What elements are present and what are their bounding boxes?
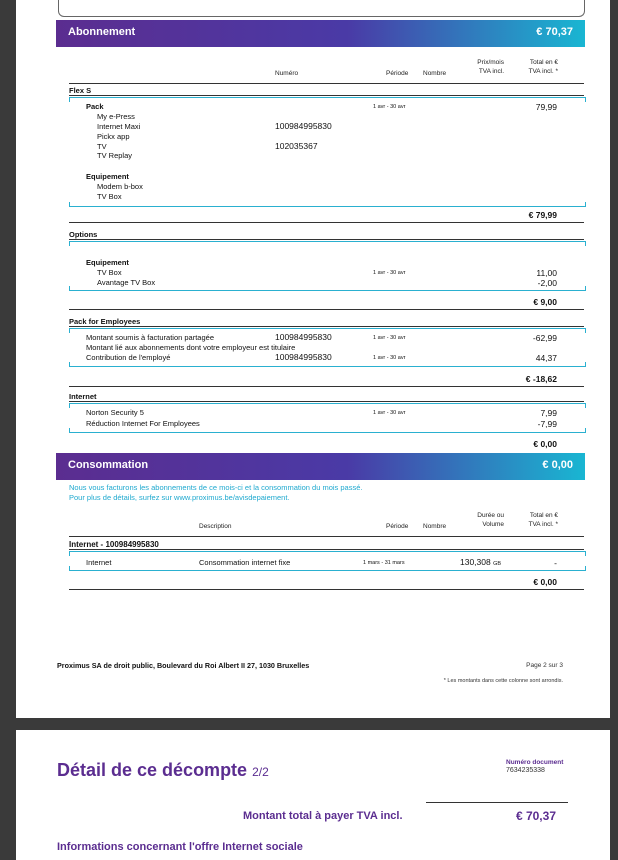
options-box-top — [69, 241, 586, 246]
col-description: Description — [199, 523, 232, 530]
col-total — [516, 58, 558, 76]
employees-row-amount: -62,99 — [532, 333, 557, 343]
pack-item: Internet Maxi — [97, 122, 141, 131]
consommation-section-rule — [69, 549, 584, 550]
col-prix-line2: TVA incl. — [478, 68, 504, 75]
info-heading: Informations concernant l'offre Internet sociale — [57, 841, 303, 853]
col-total — [516, 511, 558, 529]
options-total: € 9,00 — [533, 297, 557, 307]
options-amount: -2,00 — [537, 278, 557, 288]
internet-total: € 0,00 — [533, 439, 557, 449]
invoice-page-2 — [16, 730, 610, 860]
page2-title — [57, 760, 269, 781]
abonnement-amount: € 70,37 — [536, 26, 573, 38]
employees-box-bottom — [69, 362, 586, 367]
flex-title: Flex S — [69, 86, 92, 95]
consommation-section: Internet - 100984995830 — [69, 540, 159, 549]
employees-row-period: 1 avr - 30 avr — [373, 335, 406, 341]
employees-row-label: Montant soumis à facturation partagée — [86, 333, 214, 342]
volume-value: 130,308 — [460, 557, 491, 567]
pack-item: Pickx app — [97, 132, 130, 141]
total-amount: € 70,37 — [515, 809, 556, 823]
col-duree-line2: Volume — [482, 521, 504, 528]
internet-box-top — [69, 403, 586, 408]
col-total-line2: TVA incl. * — [528, 521, 558, 528]
internet-row-period: 1 avr - 30 avr — [373, 410, 406, 416]
options-amount: 11,00 — [536, 268, 557, 278]
options-period: 1 avr - 30 avr — [373, 270, 406, 276]
col-total-line2: TVA incl. * — [528, 68, 558, 75]
footer-note: * Les montants dans cette colonne sont arrondis. — [443, 678, 563, 684]
col-nombre: Nombre — [423, 523, 447, 530]
col-nombre: Nombre — [423, 70, 447, 77]
equipement-title: Equipement — [86, 172, 129, 181]
consommation-row-desc: Consommation internet fixe — [199, 558, 291, 567]
col-numero: Numéro — [275, 70, 299, 77]
employees-title: Pack for Employees — [69, 317, 141, 326]
pack-title: Pack — [86, 102, 104, 111]
consommation-title: Consommation — [68, 459, 149, 471]
consommation-row-period: 1 mars - 31 mars — [363, 560, 405, 566]
employees-rule — [69, 326, 584, 327]
consommation-note: Pour plus de détails, surfez sur www.proximus.be/avisdepaiement. — [69, 493, 290, 502]
pack-period: 1 avr - 30 avr — [373, 104, 406, 110]
internet-rule — [69, 401, 584, 402]
options-rule — [69, 239, 584, 240]
flex-total: € 79,99 — [528, 210, 557, 220]
options-item: Avantage TV Box — [97, 278, 156, 287]
col-total-line1: Total en € — [529, 512, 558, 519]
consommation-total: € 0,00 — [533, 577, 557, 587]
footer-company: Proximus SA de droit public, Boulevard du Roi Albert II 27, 1030 Bruxelles — [57, 661, 310, 670]
tv-number: 102035367 — [275, 141, 318, 151]
doc-number-label: Numéro document — [506, 759, 564, 766]
col-periode: Période — [386, 523, 409, 530]
col-prix — [464, 58, 504, 76]
equipement-item: TV Box — [97, 192, 122, 201]
footer-page: Page 2 sur 3 — [526, 662, 563, 669]
pack-item: TV — [97, 142, 107, 151]
employees-row-label: Montant lié aux abonnements dont votre employeur est titulaire — [86, 343, 296, 352]
internet-row-amount: 7,99 — [540, 408, 557, 418]
previous-section-box — [58, 0, 585, 17]
equipement-item: Modem b-box — [97, 182, 143, 191]
consommation-box-top — [69, 551, 586, 556]
internet-box-bottom — [69, 428, 586, 433]
internet-title: Internet — [69, 392, 97, 401]
volume-unit: GB — [493, 561, 502, 567]
flex-total-rule — [69, 222, 584, 223]
consommation-row-amount: - — [554, 558, 557, 568]
total-label: Montant total à payer TVA incl. — [243, 810, 403, 822]
abonnement-band — [56, 20, 585, 47]
consommation-row-label: Internet — [86, 558, 112, 567]
employees-row-amount: 44,37 — [535, 353, 557, 363]
col-duree — [464, 511, 504, 529]
pack-item: My e-Press — [97, 112, 135, 121]
employees-row-period: 1 avr - 30 avr — [373, 355, 406, 361]
pack-item: TV Replay — [97, 151, 133, 160]
consommation-total-rule — [69, 589, 584, 590]
abonnement-title: Abonnement — [68, 26, 136, 38]
doc-number: 7634235338 — [506, 767, 545, 774]
flex-rule — [69, 95, 584, 96]
employees-row-number: 100984995830 — [275, 332, 332, 342]
total-rule — [426, 802, 568, 803]
header-rule — [69, 83, 584, 84]
internet-row-label: Norton Security 5 — [86, 408, 144, 417]
flex-box-top — [69, 97, 586, 102]
consommation-box-bottom — [69, 566, 586, 571]
employees-total: € -18,62 — [525, 374, 557, 384]
col-duree-line1: Durée ou — [477, 512, 504, 519]
internet-row-label: Réduction Internet For Employees — [86, 419, 200, 428]
invoice-page — [16, 0, 610, 718]
consommation-note: Nous vous facturons les abonnements de ce mois-ci et la consommation du mois passé. — [69, 483, 363, 492]
options-item: TV Box — [97, 268, 122, 277]
employees-row-label: Contribution de l'employé — [86, 353, 171, 362]
page2-title-suffix: 2/2 — [252, 765, 269, 779]
options-title: Options — [69, 230, 98, 239]
employees-row-number: 100984995830 — [275, 352, 332, 362]
internet-row-amount: -7,99 — [537, 419, 557, 429]
employees-total-rule — [69, 386, 584, 387]
flex-box-bottom — [69, 202, 586, 207]
col-periode: Période — [386, 70, 409, 77]
pack-amount: 79,99 — [535, 102, 557, 112]
consommation-band — [56, 453, 585, 480]
col-total-line1: Total en € — [529, 59, 558, 66]
page2-title-text: Détail de ce décompte — [57, 760, 248, 780]
options-box-bottom — [69, 286, 586, 291]
col-prix-line1: Prix/mois — [477, 59, 504, 66]
consommation-amount: € 0,00 — [542, 459, 573, 471]
internet-number: 100984995830 — [275, 121, 332, 131]
consommation-header-rule — [69, 536, 584, 537]
options-equipement-title: Equipement — [86, 258, 129, 267]
options-total-rule — [69, 309, 584, 310]
